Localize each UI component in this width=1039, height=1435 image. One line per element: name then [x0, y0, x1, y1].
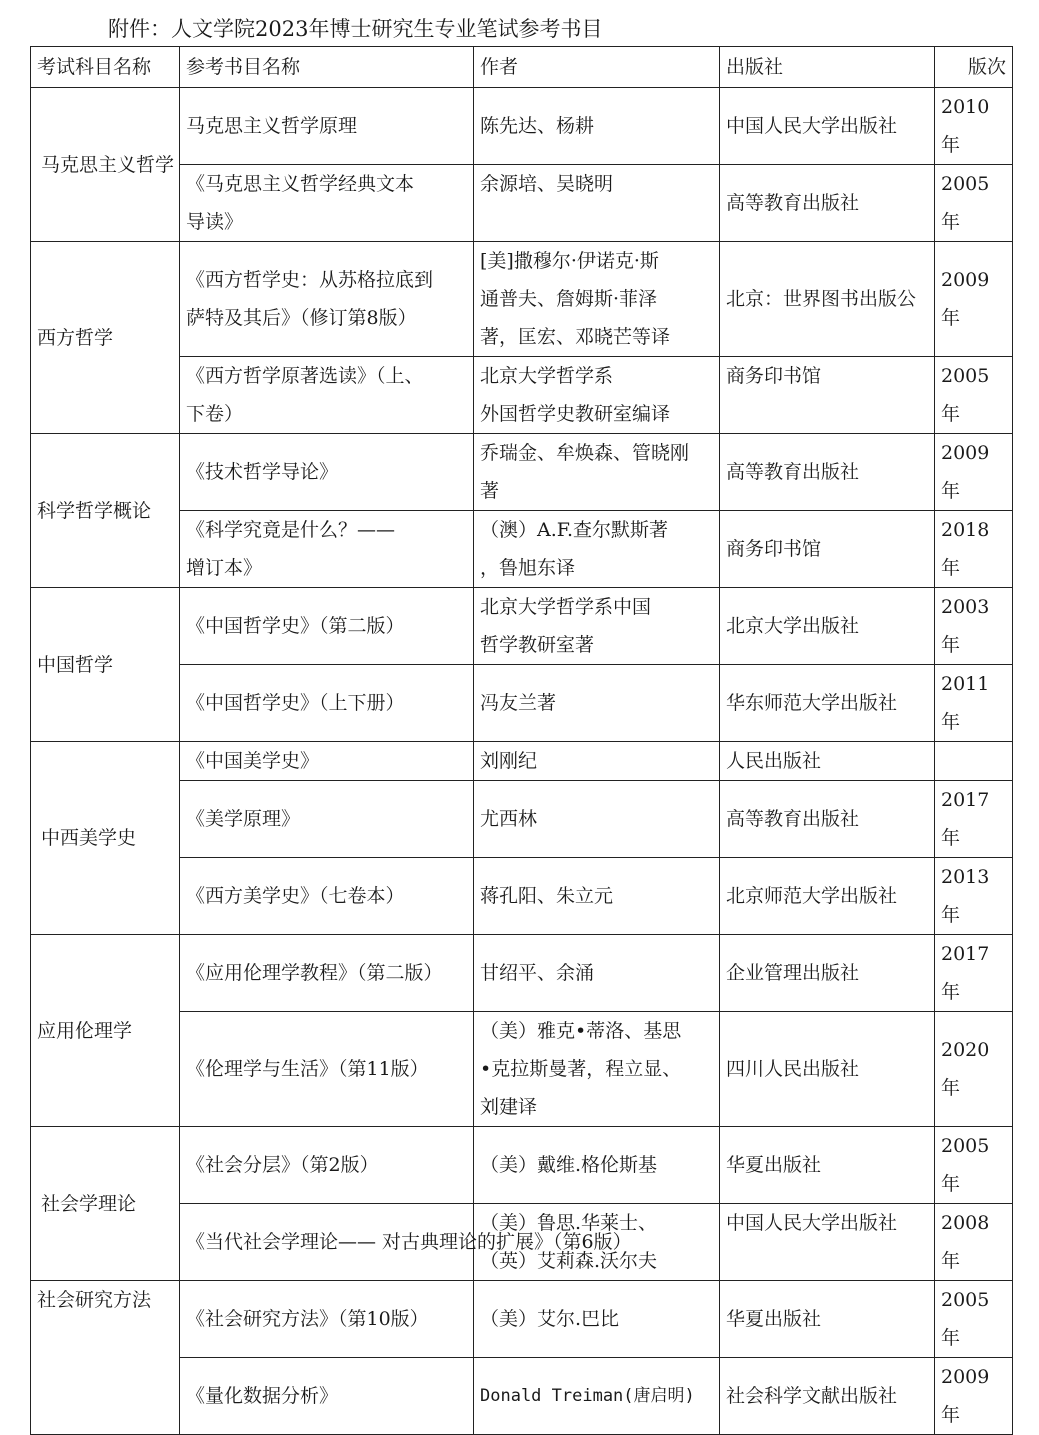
book-cell: 马克思主义哲学原理 [180, 88, 474, 165]
book-cell: 《社会研究方法》（第10版） [180, 1281, 474, 1358]
author-cell: （美）艾尔.巴比 [474, 1281, 720, 1358]
subject-cell: 西方哲学 [31, 242, 180, 434]
book-cell: 《量化数据分析》 [180, 1358, 474, 1435]
publisher-cell: 商务印书馆 [720, 511, 935, 588]
header-book: 参考书目名称 [180, 47, 474, 88]
publisher-cell: 北京：世界图书出版公 [720, 242, 935, 357]
publisher-cell: 华夏出版社 [720, 1281, 935, 1358]
publisher-cell: 商务印书馆 [720, 357, 935, 434]
edition-cell: 2011年 [935, 665, 1013, 742]
book-cell: 《技术哲学导论》 [180, 434, 474, 511]
subject-cell: 应用伦理学 [31, 935, 180, 1127]
table-row [31, 242, 1013, 357]
table-row [31, 1127, 1013, 1204]
book-cell: 《西方哲学原著选读》（上、 下卷） [180, 357, 474, 434]
edition-cell: 2003年 [935, 588, 1013, 665]
publisher-cell: 北京师范大学出版社 [720, 858, 935, 935]
author-cell: 甘绍平、余涌 [474, 935, 720, 1012]
subject-cell: 社会研究方法 [31, 1281, 180, 1435]
book-cell: 《应用伦理学教程》（第二版） [180, 935, 474, 1012]
table-row [31, 935, 1013, 1012]
edition-cell: 2018年 [935, 511, 1013, 588]
edition-cell: 2005年 [935, 357, 1013, 434]
author-cell: 余源培、吴晓明 [474, 165, 720, 242]
publisher-cell: 四川人民出版社 [720, 1012, 935, 1127]
book-cell: 《马克思主义哲学经典文本 导读》 [180, 165, 474, 242]
book-cell: 《社会分层》（第2版） [180, 1127, 474, 1204]
author-cell: （澳）A.F.查尔默斯著 ，鲁旭东译 [474, 511, 720, 588]
edition-cell: 2008年 [935, 1204, 1013, 1281]
author-cell: （美）戴维.格伦斯基 [474, 1127, 720, 1204]
table-row [31, 1281, 1013, 1358]
reference-books-table [30, 46, 1013, 1435]
subject-cell: 科学哲学概论 [31, 434, 180, 588]
table-row [31, 88, 1013, 165]
author-cell: 陈先达、杨耕 [474, 88, 720, 165]
author-cell: 乔瑞金、牟焕森、管晓刚 著 [474, 434, 720, 511]
header-author: 作者 [474, 47, 720, 88]
book-cell: 《中国哲学史》（第二版） [180, 588, 474, 665]
table-row [31, 742, 1013, 781]
publisher-cell: 社会科学文献出版社 [720, 1358, 935, 1435]
author-cell: 冯友兰著 [474, 665, 720, 742]
edition-cell [935, 742, 1013, 781]
subject-cell: 中国哲学 [31, 588, 180, 742]
publisher-cell: 中国人民大学出版社 [720, 88, 935, 165]
book-cell: 《科学究竟是什么？—— 增订本》 [180, 511, 474, 588]
subject-cell: 马克思主义哲学 [31, 88, 180, 242]
author-cell: （美）雅克•蒂洛、基思 •克拉斯曼著，程立显、 刘建译 [474, 1012, 720, 1127]
edition-cell: 2005年 [935, 165, 1013, 242]
publisher-cell: 华东师范大学出版社 [720, 665, 935, 742]
publisher-cell: 高等教育出版社 [720, 434, 935, 511]
document-title: 附件：人文学院2023年博士研究生专业笔试参考书目 [108, 17, 603, 41]
edition-cell: 2013年 [935, 858, 1013, 935]
publisher-cell: 人民出版社 [720, 742, 935, 781]
table-row [31, 588, 1013, 665]
subject-cell: 社会学理论 [31, 1127, 180, 1281]
publisher-cell: 华夏出版社 [720, 1127, 935, 1204]
book-cell: 《当代社会学理论—— 对古典理论的扩展》（第6版） [180, 1204, 474, 1281]
book-cell: 《西方美学史》（七卷本） [180, 858, 474, 935]
edition-cell: 2009年 [935, 434, 1013, 511]
author-cell: 尤西林 [474, 781, 720, 858]
subject-cell: 中西美学史 [31, 742, 180, 935]
book-cell: 《伦理学与生活》（第11版） [180, 1012, 474, 1127]
author-cell: Donald Treiman(唐启明) [474, 1358, 720, 1435]
table-header-row [31, 47, 1013, 88]
header-publisher: 出版社 [720, 47, 935, 88]
publisher-cell: 企业管理出版社 [720, 935, 935, 1012]
edition-cell: 2020年 [935, 1012, 1013, 1127]
author-cell: 北京大学哲学系中国 哲学教研室著 [474, 588, 720, 665]
edition-cell: 2010年 [935, 88, 1013, 165]
edition-cell: 2005年 [935, 1281, 1013, 1358]
publisher-cell: 北京大学出版社 [720, 588, 935, 665]
edition-cell: 2005年 [935, 1127, 1013, 1204]
author-cell: 刘刚纪 [474, 742, 720, 781]
edition-cell: 2017年 [935, 781, 1013, 858]
edition-cell: 2009年 [935, 242, 1013, 357]
publisher-cell: 高等教育出版社 [720, 781, 935, 858]
author-cell: [美]撒穆尔·伊诺克·斯 通普夫、詹姆斯·菲泽 著，匡宏、邓晓芒等译 [474, 242, 720, 357]
table-row [31, 434, 1013, 511]
author-cell: 蒋孔阳、朱立元 [474, 858, 720, 935]
author-cell: 北京大学哲学系 外国哲学史教研室编译 [474, 357, 720, 434]
edition-cell: 2017年 [935, 935, 1013, 1012]
author-cell: （美）鲁思.华莱士、 （英）艾莉森.沃尔夫 [474, 1204, 720, 1281]
publisher-cell: 中国人民大学出版社 [720, 1204, 935, 1281]
edition-cell: 2009年 [935, 1358, 1013, 1435]
header-edition: 版次 [935, 47, 1013, 88]
book-cell: 《美学原理》 [180, 781, 474, 858]
publisher-cell: 高等教育出版社 [720, 165, 935, 242]
book-cell: 《中国美学史》 [180, 742, 474, 781]
header-subject: 考试科目名称 [31, 47, 180, 88]
book-cell: 《西方哲学史：从苏格拉底到 萨特及其后》（修订第8版） [180, 242, 474, 357]
book-cell: 《中国哲学史》（上下册） [180, 665, 474, 742]
